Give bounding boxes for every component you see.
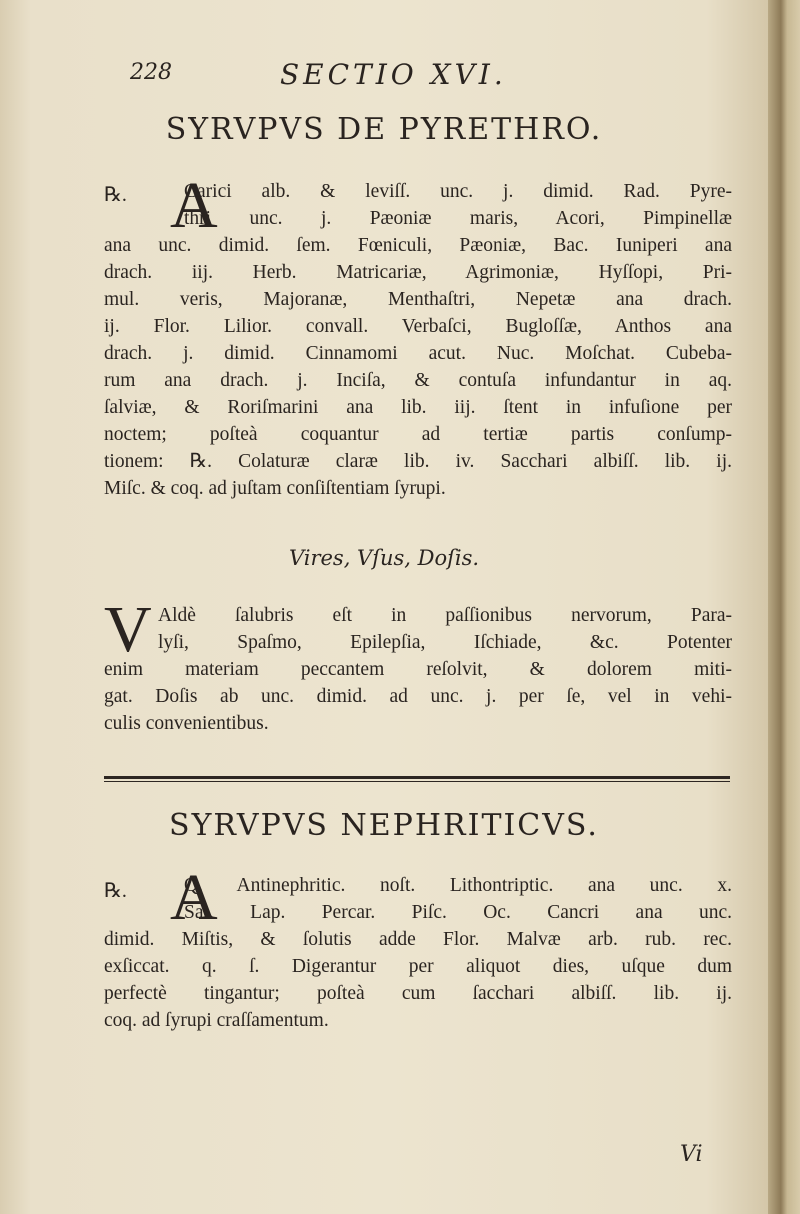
text-line: perfectè tingantur; poſteà cum ſacchari albiſſ. lib. ij.: [104, 983, 732, 1004]
recipe-paragraph: [104, 169, 732, 502]
text-line: noctem; poſteà coquantur ad tertiæ partis conſump-: [104, 424, 732, 445]
recipe-symbol: ℞.: [104, 184, 127, 206]
text-line: exſiccat. q. ſ. Digerantur per aliquot dies, uſque dum: [104, 956, 732, 977]
text-line: Sal. Lap. Percar. Piſc. Oc. Cancri ana unc.: [184, 902, 732, 923]
page-number: 228: [130, 60, 172, 85]
section-title: SYRVPVS DE PYRETHRO.: [165, 112, 603, 147]
text-line: tionem: ℞. Colaturæ claræ lib. iv. Sacchari albiſſ. lib. ij.: [104, 451, 732, 472]
text-line: ij. Flor. Lilior. convall. Verbaſci, Bugloſſæ, Anthos ana: [104, 316, 732, 337]
text-line: enim materiam peccantem reſolvit, & dolorem miti-: [104, 659, 732, 680]
text-line: dimid. Miſtis, & ſolutis adde Flor. Malvæ arb. rub. rec.: [104, 929, 732, 950]
text-line: drach. iij. Herb. Matricariæ, Agrimoniæ, Hyſſopi, Pri-: [104, 262, 732, 283]
subheading-vires: Vires, Vſus, Doſis.: [288, 546, 480, 570]
text-line: mul. veris, Majoranæ, Menthaſtri, Nepetæ ana drach.: [104, 289, 732, 310]
drop-cap: V: [104, 593, 152, 666]
text-line: coq. ad ſyrupi craſſamentum.: [104, 1010, 329, 1031]
text-line: Q. Antinephritic. noſt. Lithontriptic. ana unc. x.: [184, 875, 732, 896]
recipe-paragraph: [104, 872, 732, 1034]
text-line: lyſi, Spaſmo, Epilepſia, Iſchiade, &c. Potenter: [158, 632, 732, 653]
divider-rule-thin: [104, 781, 730, 782]
text-line: rum ana drach. j. Inciſa, & contuſa infundantur in aq.: [104, 370, 732, 391]
text-line: gat. Doſis ab unc. dimid. ad unc. j. per ſe, vel in vehi-: [104, 686, 732, 707]
running-head: SECTIO XVI.: [280, 58, 507, 91]
text-line: Miſc. & coq. ad juſtam conſiſtentiam ſyrupi.: [104, 478, 446, 499]
text-line: Carici alb. & leviſſ. unc. j. dimid. Rad. Pyre-: [184, 181, 732, 202]
text-line: thri unc. j. Pæoniæ maris, Acori, Pimpinellæ: [184, 208, 732, 229]
text-line: drach. j. dimid. Cinnamomi acut. Nuc. Moſchat. Cubeba-: [104, 343, 732, 364]
text-line: ſalviæ, & Roriſmarini ana lib. iij. ſtent in infuſione per: [104, 397, 732, 418]
page-edge: [768, 0, 800, 1214]
drop-cap: A: [170, 861, 218, 934]
drop-cap: A: [170, 169, 218, 242]
recipe-symbol: ℞.: [104, 880, 127, 902]
page-header: [120, 58, 640, 94]
divider-rule: [104, 776, 730, 779]
uses-paragraph: [104, 593, 732, 737]
text-line: Aldè ſalubris eſt in paſſionibus nervorum, Para-: [158, 605, 732, 626]
catchword: Vi: [680, 1142, 703, 1167]
text-line: culis convenientibus.: [104, 713, 269, 734]
text-line: ana unc. dimid. ſem. Fœniculi, Pæoniæ, Bac. Iuniperi ana: [104, 235, 732, 256]
section-title: SYRVPVS NEPHRITICVS.: [169, 808, 599, 843]
